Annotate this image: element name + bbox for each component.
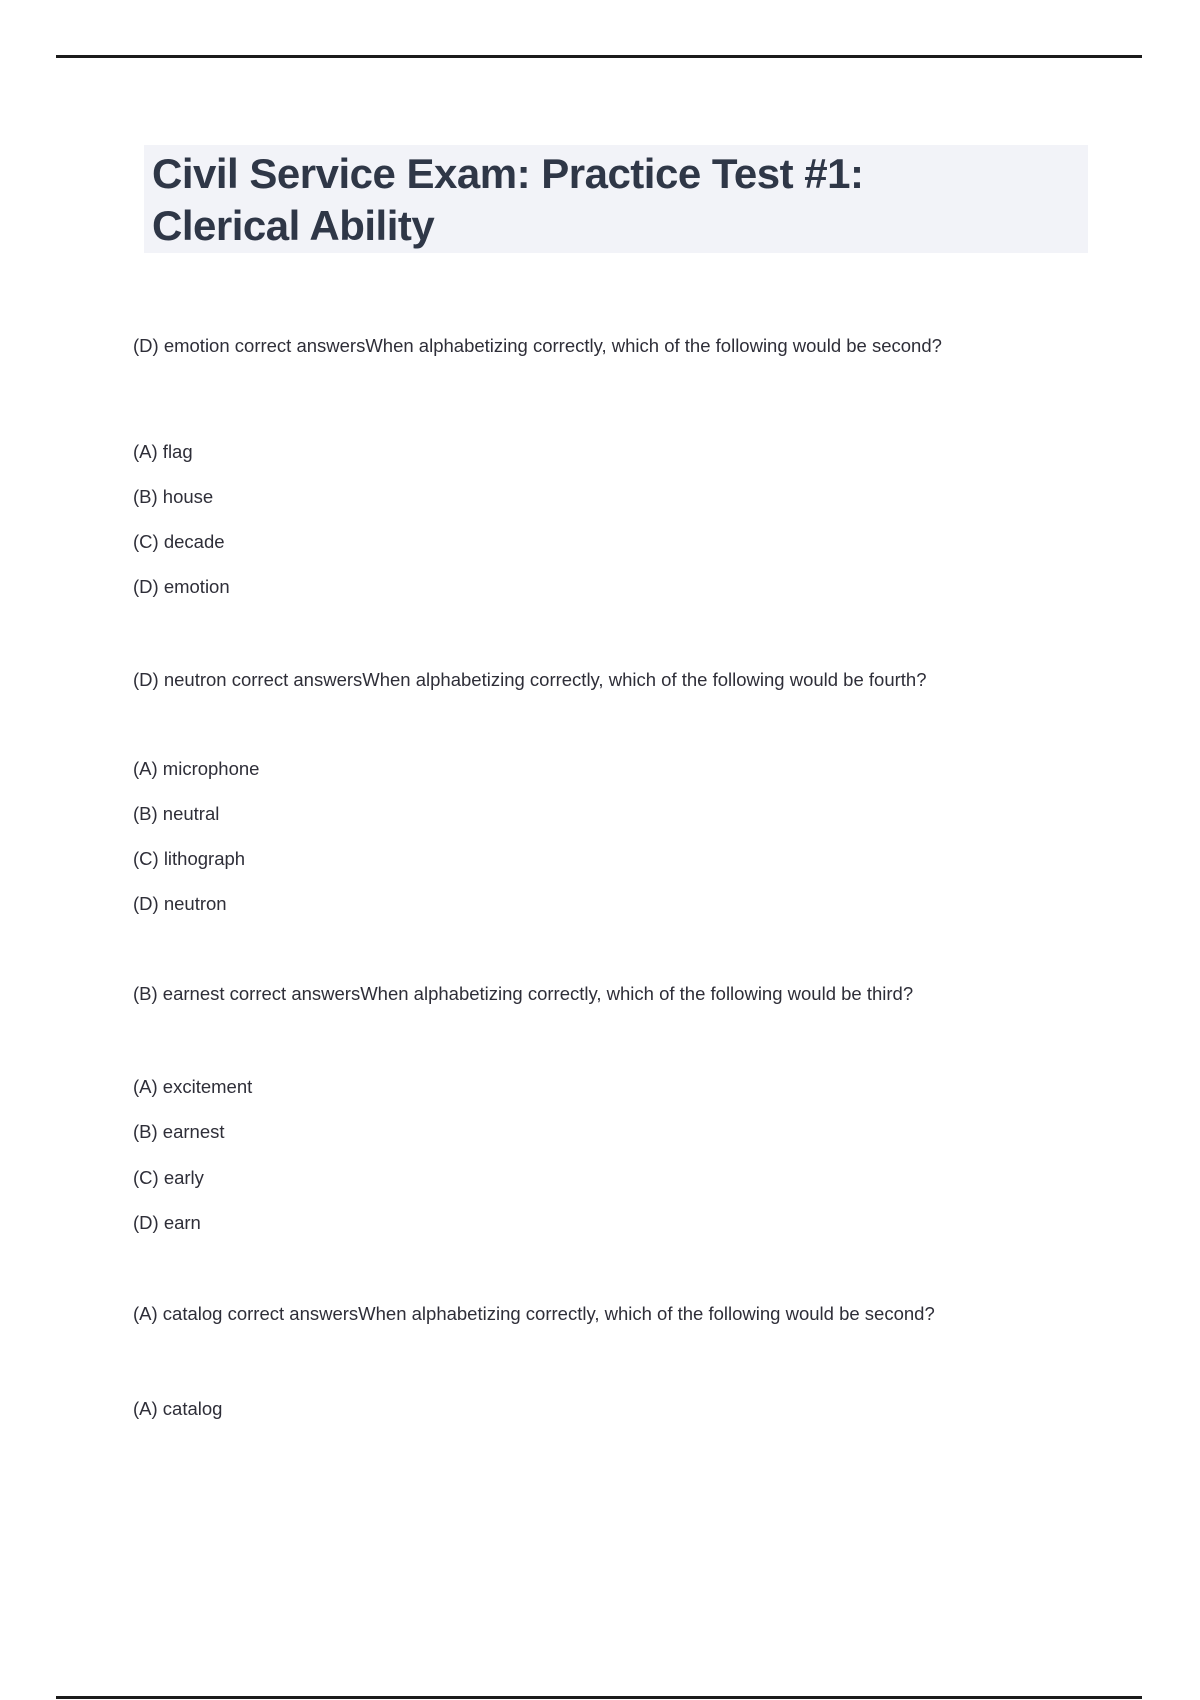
page-title-line-1: Civil Service Exam: Practice Test #1:	[152, 150, 864, 197]
question-prompt: (D) neutron correct answersWhen alphabetizing correctly, which of the following would be fourth?	[133, 669, 927, 690]
option-item: (A) catalog	[133, 1398, 223, 1419]
option-item: (A) flag	[133, 441, 193, 462]
bottom-horizontal-rule	[56, 1696, 1142, 1699]
option-item: (D) neutron	[133, 893, 227, 914]
option-item: (A) microphone	[133, 758, 260, 779]
option-item: (B) house	[133, 486, 214, 507]
question-prompt: (D) emotion correct answersWhen alphabetizing correctly, which of the following would be second?	[133, 335, 942, 356]
top-horizontal-rule	[56, 55, 1142, 58]
option-item: (B) earnest	[133, 1121, 225, 1142]
option-item: (D) emotion	[133, 576, 230, 597]
option-item: (B) neutral	[133, 803, 220, 824]
option-item: (A) excitement	[133, 1076, 253, 1097]
question-prompt: (A) catalog correct answersWhen alphabetizing correctly, which of the following would be second?	[133, 1303, 935, 1324]
page-title-line-2: Clerical Ability	[152, 202, 435, 249]
option-item: (C) early	[133, 1167, 204, 1188]
option-item: (C) decade	[133, 531, 225, 552]
title-highlight-block	[144, 145, 1088, 253]
option-item: (D) earn	[133, 1212, 201, 1233]
question-prompt: (B) earnest correct answersWhen alphabetizing correctly, which of the following would be third?	[133, 983, 914, 1004]
option-item: (C) lithograph	[133, 848, 246, 869]
